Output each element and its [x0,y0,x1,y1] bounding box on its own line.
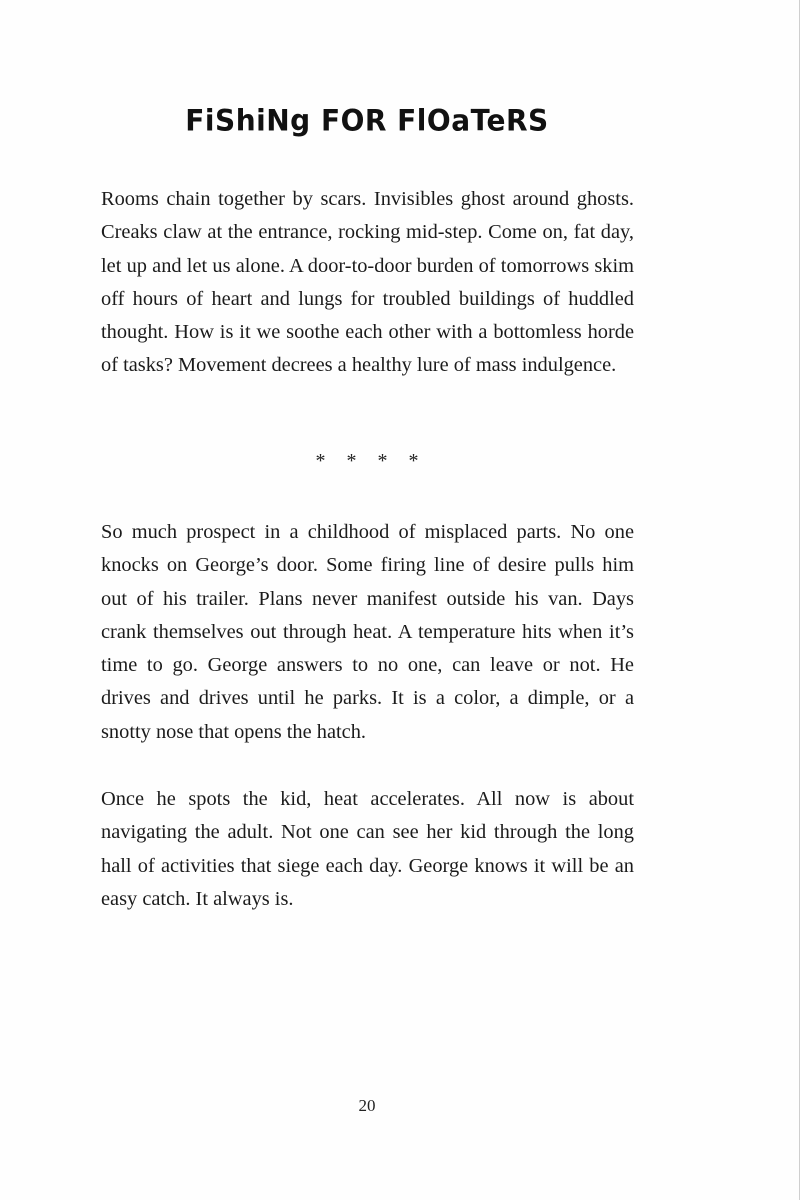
page-number: 20 [358,1096,376,1115]
paragraph-2: So much prospect in a childhood of misplaced parts. No one knocks on George’s door. Some firing line of desire pulls him out of his trailer. Plans never manifest outside his van. Days crank themselves out through heat. A temperature hits when it’s time to go. George answers to no one, can leave or not. He drives and drives until he parks. It is a color, a dimple, or a snotty nose that opens the hatch. [101,521,634,743]
chapter-title: FiShiNg FOR FlOaTeRS [185,103,549,138]
section-break: * * * * [315,450,419,472]
paragraph-3: Once he spots the kid, heat accelerates. All now is about navigating the adult. Not one can see her kid through the long hall of activities that siege each day. George knows it will be an easy catch. It always is. [101,788,634,910]
paragraph-1: Rooms chain together by scars. Invisibles ghost around ghosts. Creaks claw at the entrance, rocking mid-step. Come on, fat day, let up and let us alone. A door-to-door burden of tomorrows skim off hours of heart and lungs for troubled buildings of huddled thought. How is it we soothe each other with a bottomless horde of tasks? Movement decrees a healthy lure of mass indulgence. [101,188,634,377]
